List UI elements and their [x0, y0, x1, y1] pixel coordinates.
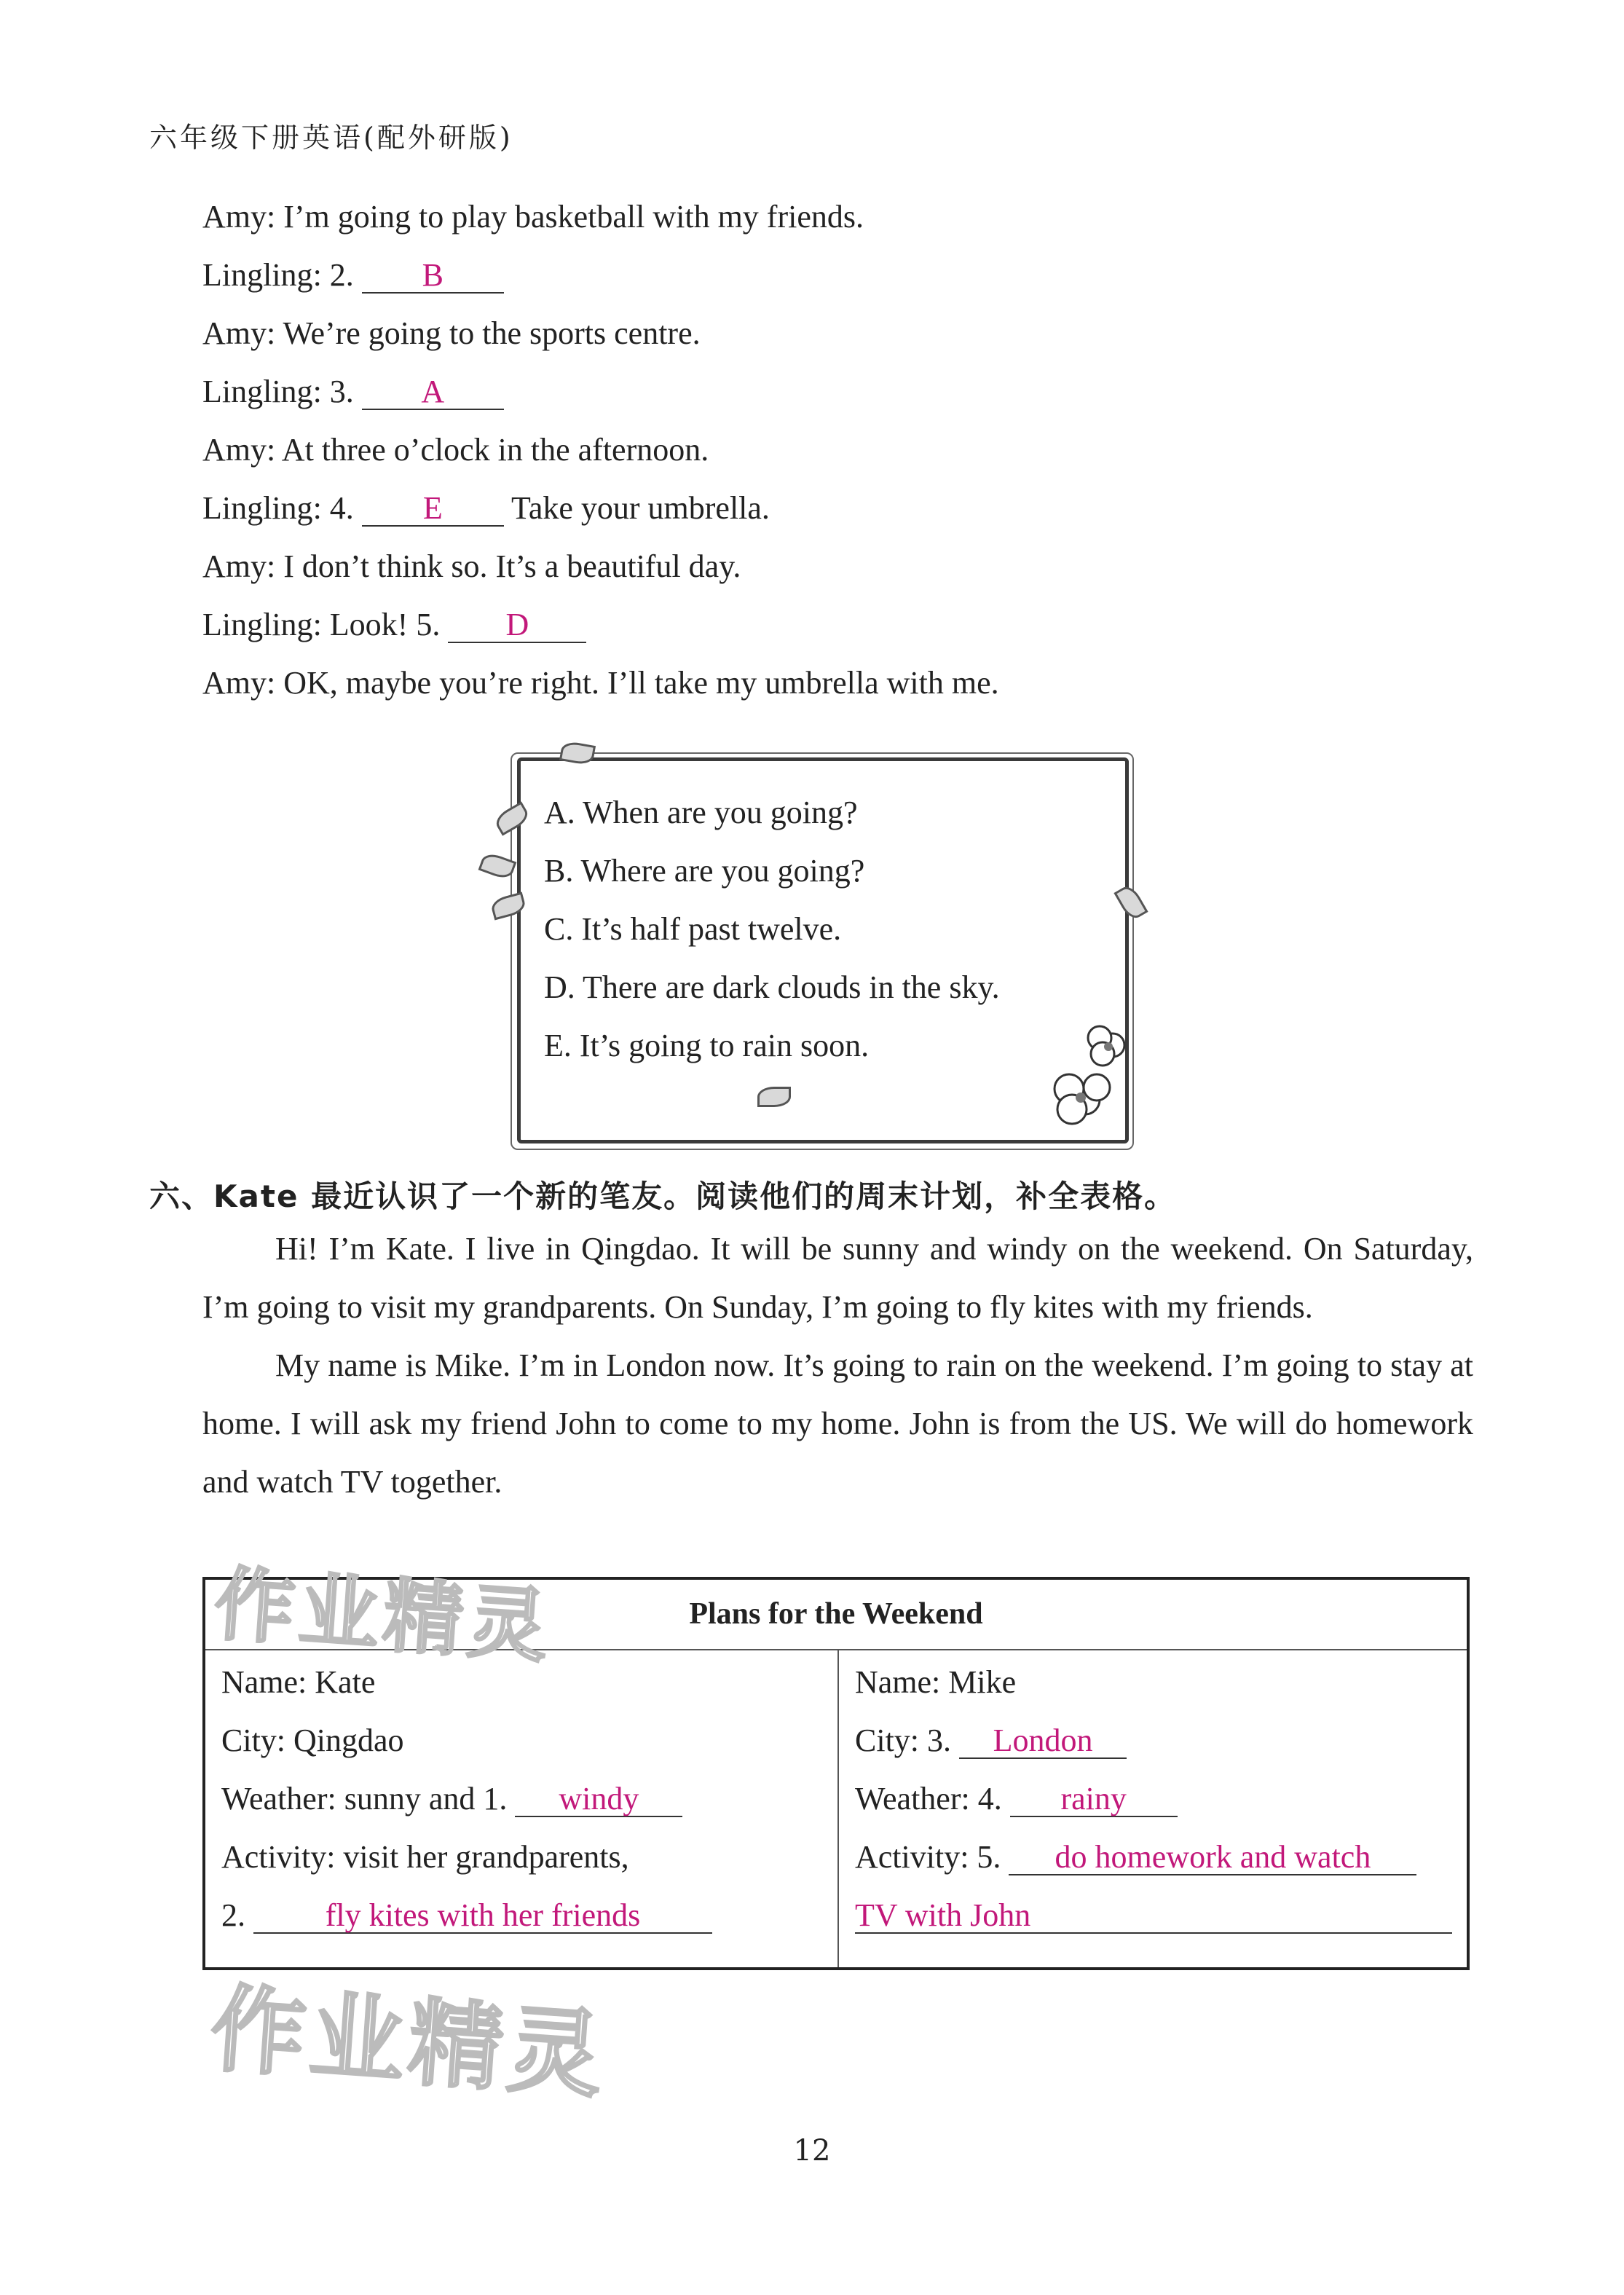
kate-weather: Weather: sunny and 1. windy: [221, 1780, 682, 1817]
dialogue-line: Amy: I’m going to play basketball with my friends.: [202, 199, 864, 235]
dialogue-line: Amy: We’re going to the sports centre.: [202, 315, 701, 351]
book-header: 六年级下册英语(配外研版): [149, 122, 513, 154]
mike-weather: Weather: 4. rainy: [855, 1780, 1178, 1817]
passage: [202, 1220, 1473, 1511]
answer-blank: fly kites with her friends: [253, 1899, 712, 1934]
passage-mike: My name is Mike. I’m in London now. It’s going to rain on the weekend. I’m going to stay at home. I will ask my friend John to come to my home. John is from the US. We will do homework and watch TV together.: [202, 1347, 1473, 1500]
answer-blank: A: [362, 375, 504, 410]
dialogue-line: Lingling: Look! 5. D: [202, 606, 586, 643]
section-title: 六、Kate 最近认识了一个新的笔友。阅读他们的周末计划，补全表格。: [149, 1178, 1177, 1214]
answer-blank: London: [959, 1724, 1127, 1759]
option-b: B. Where are you going?: [544, 853, 865, 889]
answer-blank: rainy: [1010, 1782, 1178, 1817]
mike-activity-2: [855, 1897, 1452, 1934]
options-box: [517, 757, 1129, 1143]
option-e: E. It’s going to rain soon.: [544, 1028, 870, 1063]
answer-blank: D: [448, 608, 586, 643]
kate-name: Name: Kate: [221, 1664, 376, 1700]
dialogue-line: Amy: OK, maybe you’re right. I’ll take my umbrella with me.: [202, 665, 999, 701]
option-c: C. It’s half past twelve.: [544, 911, 842, 947]
option-d: D. There are dark clouds in the sky.: [544, 969, 1000, 1005]
dialogue-line: Lingling: 3. A: [202, 373, 504, 410]
page-number: 12: [793, 2134, 831, 2168]
kate-city: City: Qingdao: [221, 1723, 404, 1758]
mike-name: Name: Mike: [855, 1664, 1017, 1700]
answer-blank: E: [362, 492, 504, 527]
answer-blank: B: [362, 259, 504, 294]
answer-blank: windy: [515, 1782, 682, 1817]
watermark: 作业精灵: [211, 1556, 556, 1674]
mike-activity: Activity: 5. do homework and watch: [855, 1838, 1416, 1875]
dialogue-line: Lingling: 2. B: [202, 256, 504, 294]
kate-activity-2: 2. fly kites with her friends: [221, 1897, 712, 1934]
column-divider: [837, 1649, 839, 1967]
option-a: A. When are you going?: [544, 795, 858, 830]
answer-blank: do homework and watch: [1009, 1841, 1416, 1875]
answer-blank: TV with John: [855, 1899, 1452, 1934]
dialogue-line: Amy: At three o’clock in the afternoon.: [202, 432, 709, 468]
flower-icon: [1049, 1016, 1136, 1133]
kate-activity: Activity: visit her grandparents,: [221, 1839, 629, 1875]
leaf-icon: [757, 1087, 791, 1107]
table-title: Plans for the Weekend: [205, 1580, 1467, 1650]
mike-city: City: 3. London: [855, 1722, 1127, 1759]
dialogue-line: Lingling: 4. E Take your umbrella.: [202, 490, 770, 526]
watermark: 作业精灵: [207, 1973, 610, 2111]
dialogue-line: Amy: I don’t think so. It’s a beautiful day.: [202, 548, 741, 584]
passage-kate: Hi! I’m Kate. I live in Qingdao. It will be sunny and windy on the weekend. On Saturday, I’m going to visit my grandparents. On Sunday, I’m going to fly kites with my friends.: [202, 1231, 1473, 1325]
